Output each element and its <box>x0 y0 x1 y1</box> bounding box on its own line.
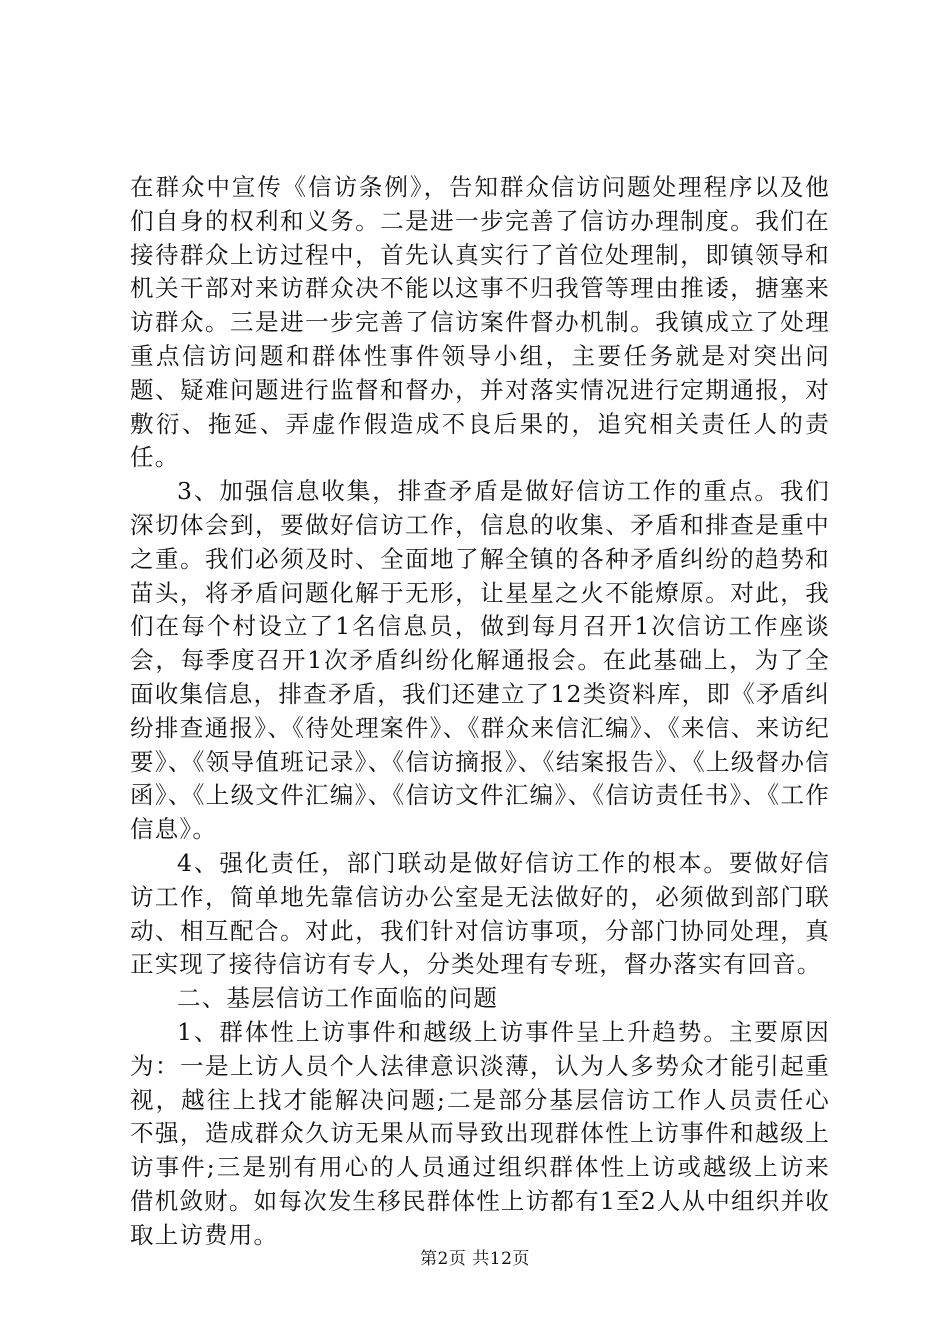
section-heading-problems: 二、基层信访工作面临的问题 <box>177 984 499 1013</box>
paragraph-responsibility: 4、强化责任，部门联动是做好信访工作的根本。要做好信访工作，简单地先靠信访办公室是无法做好的，必须做到部门联动、相互配合。对此，我们针对信访事项，分部门协同处理，真正实现了接待信访有专人，分类处理有专班，督办落实有回音。 <box>130 848 830 979</box>
paragraph-group-petitions: 1、群体性上访事件和越级上访事件呈上升趋势。主要原因为：一是上访人员个人法律意识淡薄，认为人多势众才能引起重视，越往上找才能解决问题;二是部分基层信访工作人员责任心不强，造成群众久访无果从而导致出现群体性上访事件和越级上访事件;三是别有用心的人员通过组织群体性上访或越级上访来借机敛财。如每次发生移民群体性上访都有1至2人从中组织并收取上访费用。 <box>130 1017 830 1249</box>
page-number-footer: 第2页 共12页 <box>420 1249 530 1269</box>
document-body <box>130 171 830 1253</box>
paragraph-info-collection: 3、加强信息收集，排查矛盾是做好信访工作的重点。我们深切体会到，要做好信访工作，信息的收集、矛盾和排查是重中之重。我们必须及时、全面地了解全镇的各种矛盾纠纷的趋势和苗头，将矛盾问题化解于无形，让星星之火不能燎原。对此，我们在每个村设立了1名信息员，做到每月召开1次信访工作座谈会，每季度召开1次矛盾纠纷化解通报会。在此基础上，为了全面收集信息，排查矛盾，我们还建立了12类资料库，即《矛盾纠纷排查通报》、《待处理案件》、《群众来信汇编》、《来信、来访纪要》、《领导值班记录》、《信访摘报》、《结案报告》、《上级督办信函》、《上级文件汇编》、《信访文件汇编》、《信访责任书》、《工作信息》。 <box>130 477 830 844</box>
paragraph-continuation: 在群众中宣传《信访条例》，告知群众信访问题处理程序以及他们自身的权利和义务。二是进一步完善了信访办理制度。我们在接待群众上访过程中，首先认真实行了首位处理制，即镇领导和机关干部对来访群众决不能以这事不归我管等理由推诿，搪塞来访群众。三是进一步完善了信访案件督办机制。我镇成立了处理重点信访问题和群体性事件领导小组，主要任务就是对突出问题、疑难问题进行监督和督办，并对落实情况进行定期通报，对敷衍、拖延、弄虚作假造成不良后果的，追究相关责任人的责任。 <box>130 173 830 472</box>
